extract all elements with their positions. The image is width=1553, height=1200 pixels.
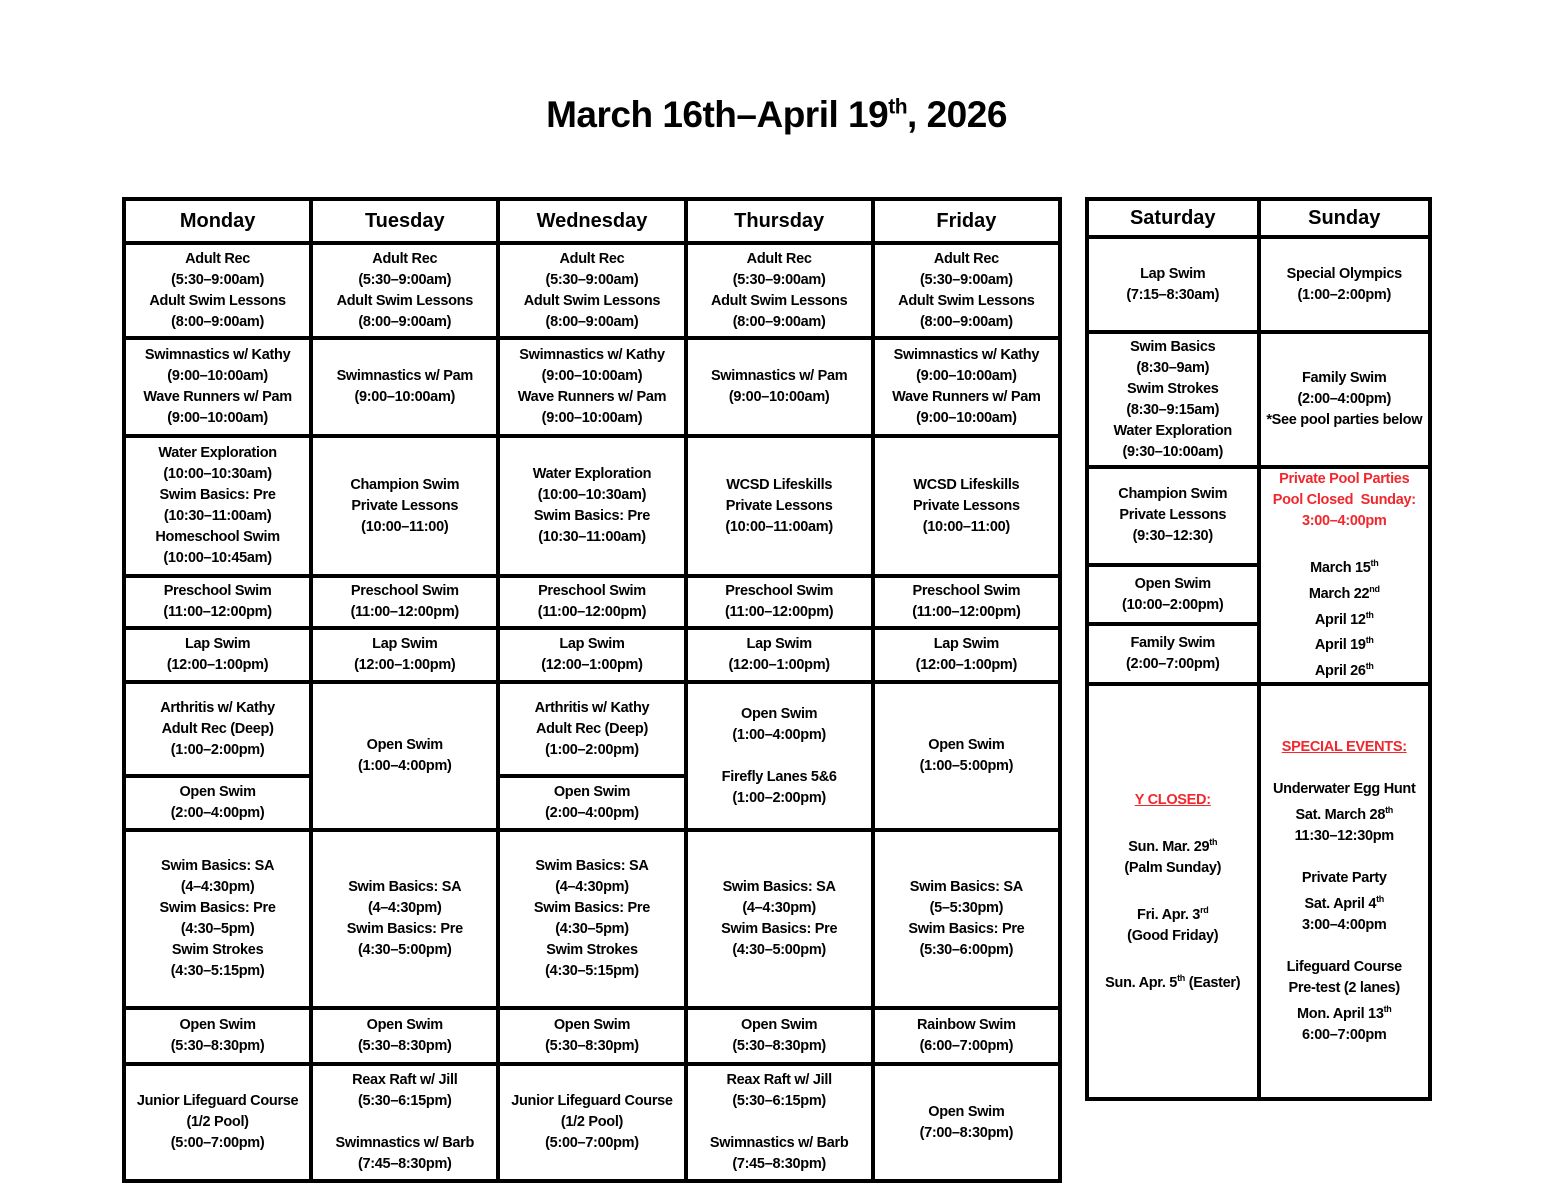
schedule-entry-line: (11:00–12:00pm) [163, 604, 272, 620]
schedule-entry-line: (5:30–6:15pm) [357, 1093, 452, 1109]
schedule-entry-line: Preschool Swim [350, 583, 459, 599]
cell-friday-row10 [873, 1064, 1060, 1181]
schedule-entry-line: Swimnastics w/ Pam [710, 368, 848, 384]
schedule-entry-line: Water Exploration [532, 466, 652, 482]
schedule-entry-line: Water Exploration [1113, 422, 1232, 439]
schedule-row-10 [124, 1064, 1060, 1181]
cell-tuesday-row10 [311, 1064, 498, 1181]
schedule-row-1 [124, 243, 1060, 338]
schedule-entry-line: (1:00–4:00pm) [357, 758, 452, 774]
schedule-entry-line: Adult Rec [933, 250, 999, 267]
schedule-entry-line [1091, 811, 1255, 832]
schedule-entry-line: (8:00–9:00am) [919, 313, 1013, 330]
schedule-entry-line: (4:30–5pm) [555, 921, 629, 937]
schedule-entry-line: (10:00–2:00pm) [1122, 596, 1224, 613]
schedule-entry-line: Open Swim [366, 737, 443, 753]
cell-tuesday-row2 [311, 338, 498, 436]
cell-thursday-row1 [686, 243, 873, 338]
cell-sunday-row2 [1259, 332, 1431, 467]
schedule-entry-line: Arthritis w/ Kathy [160, 699, 275, 716]
schedule-entry-line: (5:30–9:00am) [358, 271, 452, 288]
schedule-entry-line: (4:30–5:00pm) [732, 942, 826, 958]
schedule-entry-line: (9:30–12:30) [1132, 528, 1213, 545]
schedule-entry-line: Swimnastics w/ Kathy [893, 347, 1040, 363]
schedule-entry-line: Adult Rec [372, 250, 438, 267]
schedule-entry-line: (8:00–9:00am) [171, 313, 264, 330]
schedule-entry-line: (10:00–10:45am) [163, 550, 272, 566]
schedule-entry-line: Preschool Swim [725, 583, 834, 599]
schedule-entry-line: Adult Rec (Deep) [161, 720, 274, 737]
cell-monday-row2 [124, 338, 311, 436]
day-header-friday: Friday [873, 199, 1060, 243]
schedule-entry-line: WCSD Lifeskills [726, 476, 833, 493]
cell-friday-row9 [873, 1008, 1060, 1064]
schedule-entry-line: Swim Basics: Pre [159, 900, 276, 916]
schedule-entry-line: March 22nd [1308, 583, 1380, 602]
schedule-entry-line: Preschool Swim [538, 583, 646, 599]
schedule-entry-line: (10:30–11:00am) [538, 529, 646, 545]
day-header-saturday: Saturday [1087, 199, 1259, 237]
schedule-entry-line: (10:00–10:30am) [537, 487, 647, 503]
schedule-entry-line: Adult Swim Lessons [336, 292, 473, 309]
schedule-entry-line: (7:45–8:30pm) [732, 1156, 826, 1172]
schedule-entry-line: Swim Strokes [171, 942, 264, 958]
schedule-entry-line: Swimnastics w/ Barb [709, 1135, 849, 1151]
schedule-row-5 [124, 628, 1060, 682]
schedule-entry-line: (9:00–10:00am) [916, 368, 1017, 384]
schedule-entry-line: Lap Swim [559, 636, 625, 652]
cell-saturday-row2 [1087, 332, 1259, 467]
schedule-entry-line: (9:00–10:00am) [541, 368, 643, 384]
schedule-entry-line: *See pool parties below [1266, 412, 1423, 428]
schedule-entry-line: (4:30–5:15pm) [545, 963, 639, 979]
schedule-entry-line: (2:00–4:00pm) [545, 805, 639, 821]
schedule-entry-line: Swim Basics: Pre [346, 921, 463, 937]
schedule-entry-line: Swim Strokes [546, 942, 638, 958]
schedule-entry-line: Reax Raft w/ Jill [352, 1072, 458, 1088]
schedule-entry-line: Fri. Apr. 3rd [1137, 904, 1209, 923]
schedule-entry-line: (5:30–6:15pm) [732, 1093, 826, 1109]
cell-sunday-row1 [1259, 237, 1431, 332]
schedule-entry-line: Family Swim [1301, 370, 1387, 386]
schedule-entry-line: (12:00–1:00pm) [915, 657, 1018, 673]
day-header-thursday: Thursday [686, 199, 873, 243]
cell-friday-row1 [873, 243, 1060, 338]
schedule-entry-line: Swim Basics: SA [909, 879, 1023, 895]
cell-monday-row8 [124, 830, 311, 1008]
schedule-row-2 [124, 338, 1060, 436]
schedule-entry-line: Swim Basics: SA [722, 879, 836, 895]
schedule-entry-line: Adult Swim Lessons [898, 292, 1035, 309]
schedule-entry-line: (1:00–5:00pm) [919, 758, 1014, 774]
cell-friday-row3 [873, 436, 1060, 576]
cell-thursday-row6 [686, 682, 873, 830]
schedule-entry-line: (8:30–9am) [1136, 359, 1210, 376]
schedule-entry-line: (4:30–5pm) [180, 921, 255, 937]
schedule-entry-line: Preschool Swim [912, 583, 1021, 599]
cell-wednesday-row6 [498, 682, 685, 776]
schedule-entry-line: (5:00–7:00pm) [545, 1135, 639, 1151]
schedule-entry-line: Wave Runners w/ Pam [892, 389, 1041, 405]
schedule-entry-line: Sun. Apr. 5th (Easter) [1105, 972, 1241, 991]
cell-friday-row2 [873, 338, 1060, 436]
header-row [1087, 199, 1430, 237]
schedule-entry-line: Swim Basics: Pre [533, 900, 651, 916]
schedule-entry-line: April 19th [1314, 635, 1374, 654]
schedule-entry-line: Lap Swim [746, 636, 812, 652]
cell-tuesday-row5 [311, 628, 498, 682]
schedule-entry-line: (1/2 Pool) [560, 1114, 624, 1130]
schedule-entry-line: Private Pool Parties [1279, 471, 1410, 487]
day-header-monday: Monday [124, 199, 311, 243]
schedule-entry-line: Swimnastics w/ Barb [335, 1135, 475, 1151]
schedule-entry-line: (11:00–12:00pm) [350, 604, 459, 620]
cell-wednesday-row10 [498, 1064, 685, 1181]
schedule-entry-line: Pool Closed Sunday: [1272, 492, 1416, 508]
schedule-entry-line: Private Lessons [351, 497, 459, 514]
schedule-entry-line: Private Party [1301, 870, 1387, 887]
schedule-entry-line: (7:45–8:30pm) [357, 1156, 452, 1172]
schedule-entry-line: Water Exploration [158, 445, 277, 461]
schedule-entry-line: 3:00–4:00pm [1301, 513, 1387, 529]
schedule-entry-line: Adult Rec (Deep) [535, 720, 648, 737]
schedule-entry-line: Swim Basics: SA [535, 858, 649, 874]
header-row [124, 199, 1060, 243]
cell-saturday-row4 [1087, 565, 1259, 625]
schedule-entry-line: Sat. April 4th [1304, 894, 1384, 913]
cell-thursday-row4 [686, 576, 873, 628]
schedule-entry-line: (1:00–2:00pm) [732, 789, 826, 806]
schedule-entry-line: Mon. April 13th [1296, 1004, 1392, 1022]
schedule-entry-line: Special Olympics [1286, 265, 1402, 282]
schedule-entry-line: (2:00–4:00pm) [1297, 391, 1392, 407]
schedule-entry-line: Open Swim [553, 1017, 631, 1033]
schedule-entry-line: (5:30–9:00am) [545, 271, 639, 288]
schedule-entry-line: (9:00–10:00am) [354, 389, 456, 405]
schedule-entry-line [690, 746, 869, 767]
schedule-row-9 [124, 1008, 1060, 1064]
schedule-entry-line: (5:30–8:30pm) [732, 1038, 826, 1054]
schedule-row-2 [1087, 332, 1430, 467]
schedule-entry-line: Lifeguard Course [1286, 959, 1402, 976]
schedule-entry-line: (12:00–1:00pm) [728, 657, 830, 673]
schedule-entry-line: (2:00–7:00pm) [1125, 656, 1220, 673]
cell-thursday-row10 [686, 1064, 873, 1181]
cell-tuesday-row4 [311, 576, 498, 628]
schedule-entry-line: Lap Swim [372, 636, 438, 652]
schedule-entry-line: Adult Rec [185, 250, 251, 267]
schedule-entry-line: Adult Rec [746, 250, 812, 267]
schedule-entry-line: Swim Basics: Pre [908, 921, 1025, 937]
cell-friday-row6 [873, 682, 1060, 830]
schedule-entry-line: Swimnastics w/ Pam [336, 368, 473, 384]
cell-thursday-row9 [686, 1008, 873, 1064]
schedule-entry-line: (9:00–10:00am) [541, 410, 643, 426]
schedule-entry-line: (5:30–6:00pm) [919, 942, 1014, 958]
schedule-entry-line: (4:30–5:00pm) [357, 942, 452, 958]
cell-thursday-row5 [686, 628, 873, 682]
schedule-entry-line [1263, 847, 1427, 868]
schedule-row-1 [1087, 237, 1430, 332]
cell-friday-row8 [873, 830, 1060, 1008]
cell-wednesday-row9 [498, 1008, 685, 1064]
schedule-entry-line: (1/2 Pool) [186, 1114, 249, 1130]
schedule-entry-line [1091, 879, 1255, 900]
schedule-entry-line: Open Swim [553, 784, 631, 800]
schedule-entry-line: (9:30–10:00am) [1122, 443, 1224, 460]
cell-tuesday-row6 [311, 682, 498, 830]
schedule-entry-line: Sat. March 28th [1295, 805, 1393, 824]
schedule-entry-line: Lap Swim [184, 636, 251, 652]
schedule-entry-line: Champion Swim [350, 476, 460, 493]
schedule-entry-line: (5:00–7:00pm) [170, 1135, 265, 1151]
cell-saturday-row1 [1087, 237, 1259, 332]
schedule-entry-line: (Good Friday) [1127, 927, 1219, 944]
cell-monday-row10 [124, 1064, 311, 1181]
schedule-entry-line: (11:00–12:00pm) [912, 604, 1021, 620]
schedule-entry-line: (10:30–11:00am) [163, 508, 272, 524]
schedule-entry-line: (7:15–8:30am) [1126, 286, 1220, 303]
schedule-entry-line: Sun. Mar. 29th [1128, 836, 1218, 855]
schedule-entry-line: (5:30–9:00am) [919, 271, 1013, 288]
cell-tuesday-row3 [311, 436, 498, 576]
schedule-entry-line: (5:30–8:30pm) [170, 1038, 265, 1054]
schedule-entry-line: WCSD Lifeskills [913, 476, 1020, 493]
cell-tuesday-row9 [311, 1008, 498, 1064]
day-header-sunday: Sunday [1259, 199, 1431, 237]
schedule-entry-line: (1:00–2:00pm) [545, 741, 639, 758]
schedule-entry-line: Swimnastics w/ Kathy [144, 347, 291, 363]
cell-wednesday-row3 [498, 436, 685, 576]
schedule-row-6 [1087, 684, 1430, 1099]
schedule-entry-line: (11:00–12:00pm) [537, 604, 647, 620]
cell-thursday-row2 [686, 338, 873, 436]
schedule-entry-line: March 15th [1310, 558, 1379, 576]
schedule-entry-line: (1:00–2:00pm) [170, 741, 265, 758]
schedule-entry-line: Champion Swim [1118, 486, 1228, 503]
schedule-entry-line: (4–4:30pm) [742, 900, 816, 916]
cell-wednesday-row8 [498, 830, 685, 1008]
cell-tuesday-row8 [311, 830, 498, 1008]
cell-monday-row6 [124, 682, 311, 776]
schedule-entry-line: (9:00–10:00am) [167, 410, 268, 426]
cell-monday-row3 [124, 436, 311, 576]
schedule-entry-line: (5–5:30pm) [929, 900, 1004, 916]
schedule-row-6 [124, 682, 1060, 776]
day-header-tuesday: Tuesday [311, 199, 498, 243]
schedule-entry-line: Private Lessons [913, 497, 1020, 514]
schedule-entry-line [1263, 532, 1427, 553]
schedule-entry-line: (10:00–11:00) [361, 518, 449, 535]
schedule-entry-line: (4–4:30pm) [180, 879, 255, 895]
cell-wednesday-row5 [498, 628, 685, 682]
schedule-entry-line [1263, 936, 1427, 957]
cell-sunday-row3 [1259, 467, 1431, 684]
schedule-entry-line: Firefly Lanes 5&6 [721, 768, 837, 785]
schedule-entry-line: April 26th [1314, 661, 1374, 680]
schedule-entry-line: Private Lessons [1119, 507, 1227, 524]
cell-friday-row4 [873, 576, 1060, 628]
schedule-entry-line: Open Swim [179, 784, 256, 800]
schedule-entry-line: (5:30–8:30pm) [545, 1038, 639, 1054]
schedule-entry-line: (12:00–1:00pm) [541, 657, 643, 673]
schedule-entry-line: (Palm Sunday) [1124, 859, 1222, 876]
schedule-entry-line [690, 1112, 869, 1133]
schedule-entry-line: Private Lessons [725, 497, 833, 514]
cell-monday-row7 [124, 776, 311, 830]
schedule-entry-line: SPECIAL EVENTS: [1281, 739, 1407, 756]
schedule-entry-line: (4–4:30pm) [368, 900, 442, 916]
schedule-entry-line: April 12th [1314, 609, 1374, 628]
cell-tuesday-row1 [311, 243, 498, 338]
schedule-entry-line: Adult Swim Lessons [710, 292, 848, 309]
cell-sunday-row6 [1259, 684, 1431, 1099]
schedule-entry-line: (12:00–1:00pm) [166, 657, 269, 673]
schedule-entry-line: Homeschool Swim [155, 529, 280, 545]
schedule-entry-line: Swim Basics: SA [348, 879, 462, 895]
cell-monday-row1 [124, 243, 311, 338]
cell-saturday-row3 [1087, 467, 1259, 565]
schedule-entry-line: 6:00–7:00pm [1301, 1026, 1387, 1043]
day-header-wednesday: Wednesday [498, 199, 685, 243]
schedule-entry-line: Y CLOSED: [1134, 791, 1211, 808]
schedule-entry-line: (7:00–8:30pm) [919, 1124, 1014, 1141]
schedule-entry-line: Underwater Egg Hunt [1272, 781, 1416, 798]
schedule-entry-line: Open Swim [741, 705, 818, 722]
schedule-entry-line: (9:00–10:00am) [728, 389, 830, 405]
schedule-entry-line [1263, 758, 1427, 779]
schedule-entry-line: Junior Lifeguard Course [136, 1093, 299, 1109]
schedule-entry-line: Wave Runners w/ Pam [517, 389, 667, 405]
schedule-entry-line: (11:00–12:00pm) [724, 604, 834, 620]
schedule-entry-line: Adult Rec [559, 250, 625, 267]
schedule-entry-line: Swimnastics w/ Kathy [519, 347, 665, 363]
schedule-entry-line: Adult Swim Lessons [149, 292, 286, 309]
schedule-row-4 [124, 576, 1060, 628]
schedule-entry-line: Lap Swim [1140, 265, 1206, 282]
schedule-entry-line: 11:30–12:30pm [1294, 828, 1394, 845]
schedule-entry-line: Open Swim [1134, 575, 1211, 592]
schedule-entry-line: Pre-test (2 lanes) [1288, 980, 1400, 997]
cell-monday-row9 [124, 1008, 311, 1064]
schedule-entry-line [315, 1112, 494, 1133]
schedule-entry-line: Swim Basics [1130, 338, 1216, 355]
cell-monday-row5 [124, 628, 311, 682]
schedule-entry-line [1091, 947, 1255, 968]
cell-wednesday-row1 [498, 243, 685, 338]
schedule-entry-line: Swim Basics: Pre [533, 508, 651, 524]
schedule-entry-line: Reax Raft w/ Jill [726, 1072, 832, 1088]
schedule-entry-line: Open Swim [179, 1017, 256, 1033]
schedule-entry-line: (8:00–9:00am) [732, 313, 826, 330]
schedule-entry-line: Swim Basics: Pre [159, 487, 276, 503]
schedule-row-3 [124, 436, 1060, 576]
schedule-entry-line: (10:00–10:30am) [163, 466, 272, 482]
schedule-entry-line: (5:30–8:30pm) [357, 1038, 452, 1054]
cell-saturday-row5 [1087, 624, 1259, 684]
cell-wednesday-row7 [498, 776, 685, 830]
schedule-entry-line: (8:00–9:00am) [358, 313, 452, 330]
schedule-entry-line: (8:00–9:00am) [545, 313, 639, 330]
cell-thursday-row8 [686, 830, 873, 1008]
schedule-entry-line: (10:00–11:00) [922, 518, 1010, 535]
schedule-entry-line: (12:00–1:00pm) [354, 657, 456, 673]
cell-monday-row4 [124, 576, 311, 628]
schedule-entry-line: Arthritis w/ Kathy [534, 699, 650, 716]
schedule-entry-line: Family Swim [1130, 635, 1216, 652]
schedule-entry-line: (4–4:30pm) [555, 879, 629, 895]
schedule-entry-line: (9:00–10:00am) [167, 368, 268, 384]
cell-wednesday-row2 [498, 338, 685, 436]
weekday-schedule-table [122, 197, 1062, 1183]
schedule-entry-line: Lap Swim [933, 636, 1000, 652]
schedule-entry-line: (9:00–10:00am) [916, 410, 1017, 426]
schedule-entry-line: (4:30–5:15pm) [170, 963, 265, 979]
schedule-entry-line: (8:30–9:15am) [1126, 401, 1220, 418]
schedule-entry-line: (10:00–11:00am) [725, 518, 833, 535]
cell-wednesday-row4 [498, 576, 685, 628]
schedule-entry-line: Open Swim [741, 1017, 818, 1033]
schedule-entry-line: Junior Lifeguard Course [511, 1093, 673, 1109]
schedule-row-8 [124, 830, 1060, 1008]
page-title: March 16th–April 19th, 2026 [546, 94, 1007, 135]
schedule-entry-line: Open Swim [928, 1103, 1005, 1120]
schedule-entry-line: Wave Runners w/ Pam [143, 389, 292, 405]
schedule-entry-line: (5:30–9:00am) [732, 271, 826, 288]
cell-saturday-row6 [1087, 684, 1259, 1099]
schedule-entry-line: Open Swim [366, 1017, 443, 1033]
cell-friday-row5 [873, 628, 1060, 682]
schedule-entry-line: Rainbow Swim [917, 1017, 1016, 1033]
schedule-entry-line: Swim Basics: Pre [721, 921, 838, 937]
schedule-entry-line: (1:00–2:00pm) [1297, 286, 1392, 303]
schedule-entry-line: Swim Basics: SA [161, 858, 275, 874]
schedule-entry-line: Open Swim [928, 737, 1005, 753]
schedule-entry-line: (1:00–4:00pm) [732, 726, 826, 743]
schedule-entry-line: (2:00–4:00pm) [170, 805, 265, 821]
schedule-entry-line: Adult Swim Lessons [523, 292, 661, 309]
schedule-entry-line: (6:00–7:00pm) [919, 1038, 1014, 1054]
schedule-entry-line: 3:00–4:00pm [1301, 917, 1387, 934]
schedule-entry-line: Preschool Swim [163, 583, 272, 599]
schedule-entry-line: (5:30–9:00am) [171, 271, 264, 288]
schedule-row-3 [1087, 467, 1430, 565]
weekend-schedule-table [1085, 197, 1432, 1101]
cell-thursday-row3 [686, 436, 873, 576]
schedule-entry-line: Swim Strokes [1127, 380, 1219, 397]
